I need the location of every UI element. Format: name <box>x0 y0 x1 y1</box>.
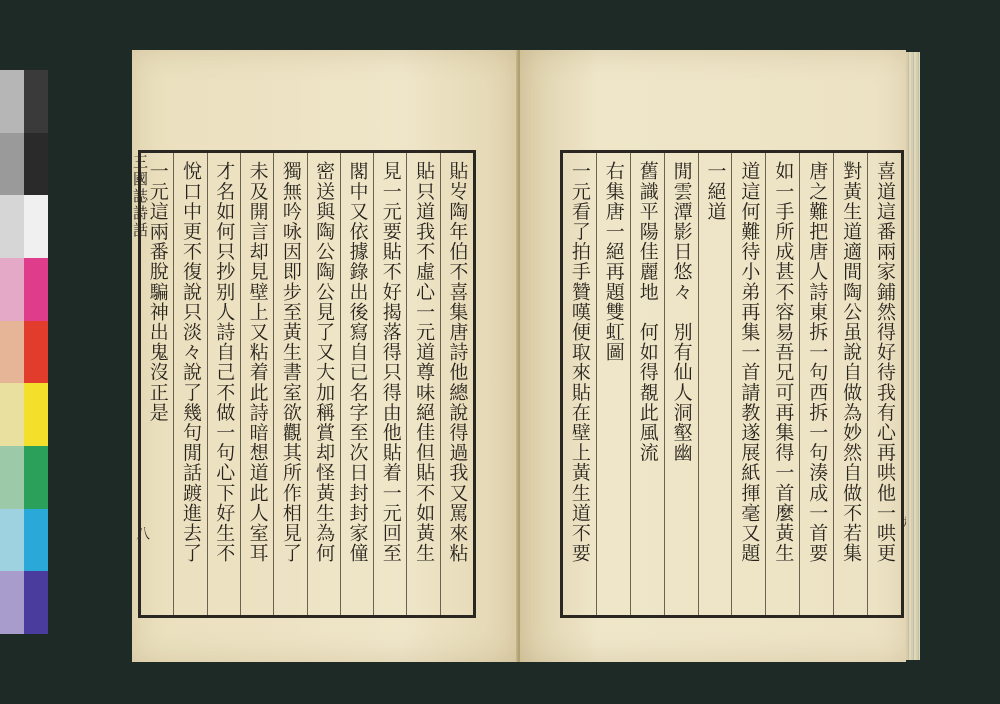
text-column: 一元看了拍手贊嘆便取來貼在壁上黃生道不要 <box>568 161 591 563</box>
left-page-text-frame <box>138 150 476 618</box>
text-column: 見一元要貼不好揭落得只得由他貼着一元回至 <box>373 153 406 615</box>
text-column: 貼只道我不虛心一元道尊味絕佳但貼不如黃生 <box>406 153 439 615</box>
text-column: 閣中又依據錄出後寫自已名字至次日封封家僮 <box>340 153 373 615</box>
color-patch <box>0 258 24 321</box>
color-patch <box>24 446 48 509</box>
right-page <box>520 50 906 662</box>
page-edges <box>906 52 920 660</box>
color-patch <box>0 133 24 196</box>
color-patch <box>0 195 24 258</box>
color-patch <box>0 571 24 634</box>
left-page-folio: 八 <box>134 526 150 540</box>
text-column: 一元這兩番脫騙神出鬼沒正是 <box>146 161 169 423</box>
color-patch <box>24 383 48 446</box>
color-patch <box>24 70 48 133</box>
color-patch <box>24 509 48 572</box>
right-page-text-frame <box>560 150 904 618</box>
text-column: 一絕道 <box>698 153 732 615</box>
text-column: 舊識平陽佳麗地 何如得覩此風流 <box>630 153 664 615</box>
color-patch <box>24 321 48 384</box>
color-patch <box>24 258 48 321</box>
text-column: 獨無吟咏因即步至黃生書室欲觀其所作相見了 <box>273 153 306 615</box>
open-book <box>132 50 924 670</box>
left-page <box>132 50 518 662</box>
color-calibration-strip <box>0 70 48 634</box>
text-column: 悅口中更不復說只淡々說了幾句閒話踱進去了 <box>173 153 206 615</box>
text-column: 貼㞮陶年伯不喜集唐詩他總說得過我又罵來粘 <box>440 153 473 615</box>
text-column: 密送與陶公陶公見了又大加稱賞却怪黃生為何 <box>307 153 340 615</box>
text-column: 如一手所成甚不容易吾兄可再集得一首麼黃生 <box>765 153 799 615</box>
color-patch <box>0 383 24 446</box>
color-patch <box>24 571 48 634</box>
text-column: 未及開言却見壁上又粘着此詩暗想道此人室耳 <box>240 153 273 615</box>
color-patch <box>24 195 48 258</box>
color-patch <box>0 446 24 509</box>
text-column: 才名如何只抄别人詩自己不做一句心下好生不 <box>207 153 240 615</box>
color-patch <box>0 70 24 133</box>
text-column: 閒雲潭影日悠々 別有仙人洞壑幽 <box>664 153 698 615</box>
left-page-margin-title: 三國誌詩話 <box>131 154 149 239</box>
color-patch <box>0 509 24 572</box>
text-column: 唐之難把唐人詩東拆一句西拆一句湊成一首要 <box>799 153 833 615</box>
color-patch <box>24 133 48 196</box>
text-column: 喜道這番兩家鋪然得好待我有心再哄他一哄更 <box>867 153 901 615</box>
text-column: 右集唐一絕再題雙虹圖 <box>596 153 630 615</box>
color-patch <box>0 321 24 384</box>
text-column: 對黃生道適間陶公虽說自做為妙然自做不若集 <box>833 153 867 615</box>
text-column: 道這何難待小弟再集一首請教遂展紙揮毫又題 <box>731 153 765 615</box>
